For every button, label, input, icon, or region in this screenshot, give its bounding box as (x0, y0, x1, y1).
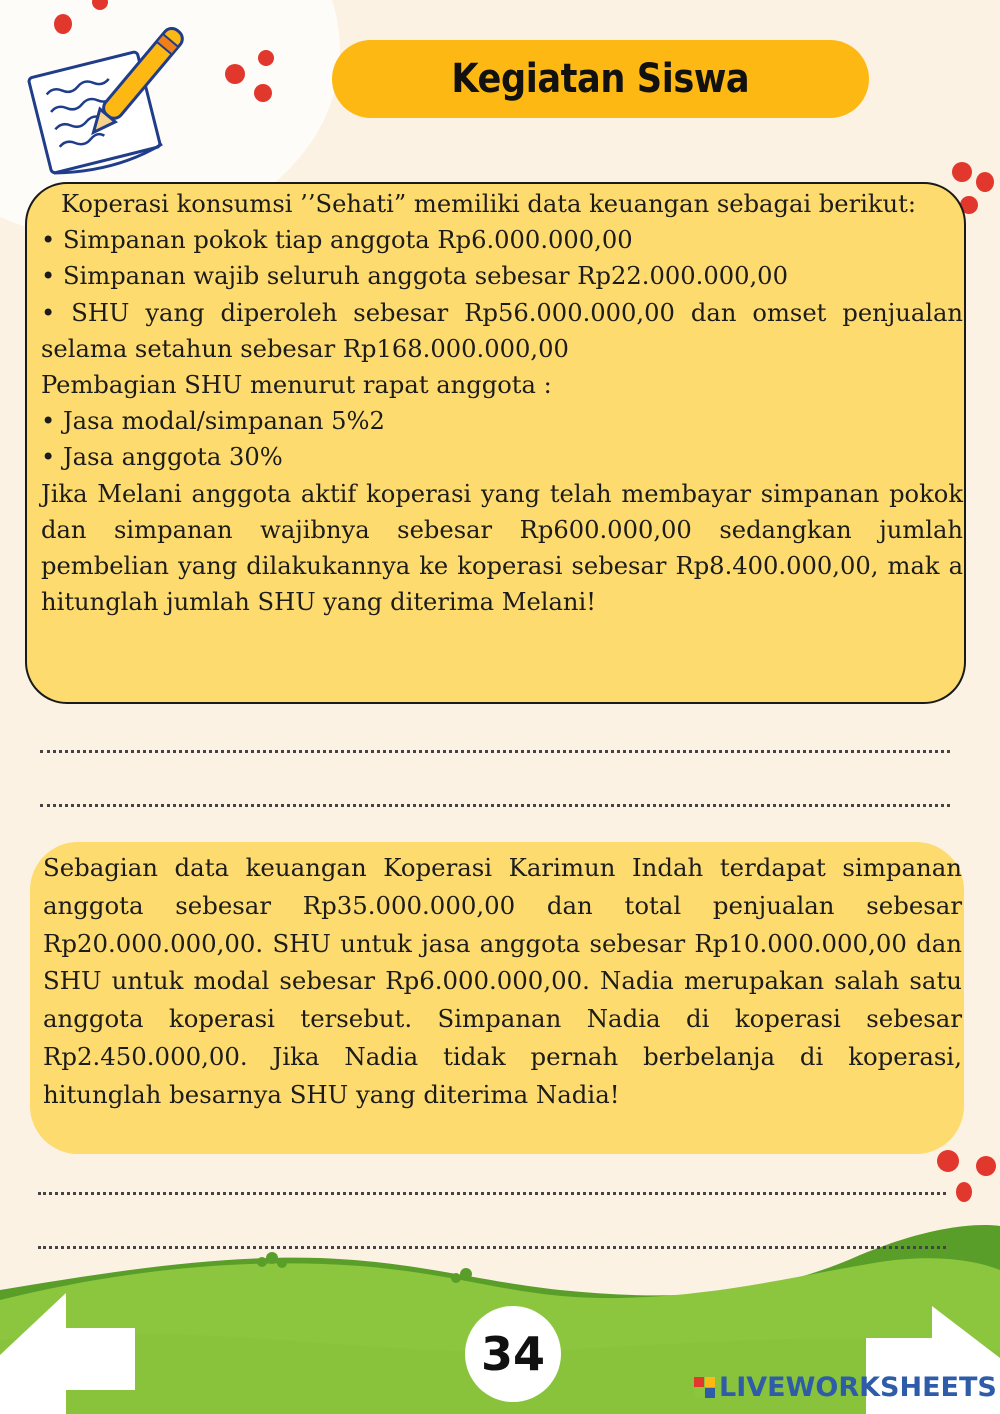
question-1-item: • Simpanan wajib seluruh anggota sebesar Rp22.000.000,00 (41, 262, 788, 291)
liveworksheets-brand (694, 1372, 997, 1403)
page-number: 34 (465, 1306, 561, 1402)
question-1-item: • Simpanan pokok tiap anggota Rp6.000.000,00 (41, 226, 633, 255)
question-1-division-item: • Jasa modal/simpanan 5%2 (41, 407, 385, 436)
page-title: Kegiatan Siswa (451, 56, 750, 102)
question-2-text: Sebagian data keuangan Koperasi Karimun Indah terdapat simpanan anggota sebesar Rp35.000.000,00 dan total penjualan sebesar Rp20.000.000,00. SHU untuk jasa anggota sebesar Rp10.000.000,00 dan SHU untuk modal sebesar Rp6.000.000,00. Nadia merupakan salah satu anggota koperasi tersebut. Simpanan Nadia di koperasi sebesar Rp2.450.000,00. Jika Nadia tidak pernah berbelanja di koperasi, hitunglah besarnya SHU yang diterima Nadia! (43, 853, 962, 1109)
logo-tile (705, 1377, 715, 1387)
question-1-problem: Jika Melani anggota aktif koperasi yang telah membayar simpanan pokok dan simpanan wajibnya sebesar Rp600.000,00 sedangkan jumlah pembelian yang dilakukannya ke koperasi sebesar Rp8.400.000,00, mak a hitunglah jumlah SHU yang diterima Melani! (41, 479, 963, 617)
liveworksheets-logo (694, 1377, 715, 1398)
question-1-intro: Koperasi konsumsi ’’Sehati” memiliki data keuangan sebagai berikut: (61, 190, 917, 218)
logo-tile (694, 1388, 704, 1398)
question-1-item: • SHU yang diperoleh sebesar Rp56.000.000,00 dan omset penjualan selama setahun sebesar Rp168.000.000,00 (41, 298, 963, 363)
question-1-division-item: • Jasa anggota 30% (41, 443, 283, 472)
brand-name: LIVEWORKSHEETS (719, 1372, 997, 1403)
logo-tile (705, 1388, 715, 1398)
question-1-division-heading: Pembagian SHU menurut rapat anggota : (41, 371, 552, 400)
logo-tile (694, 1377, 704, 1387)
